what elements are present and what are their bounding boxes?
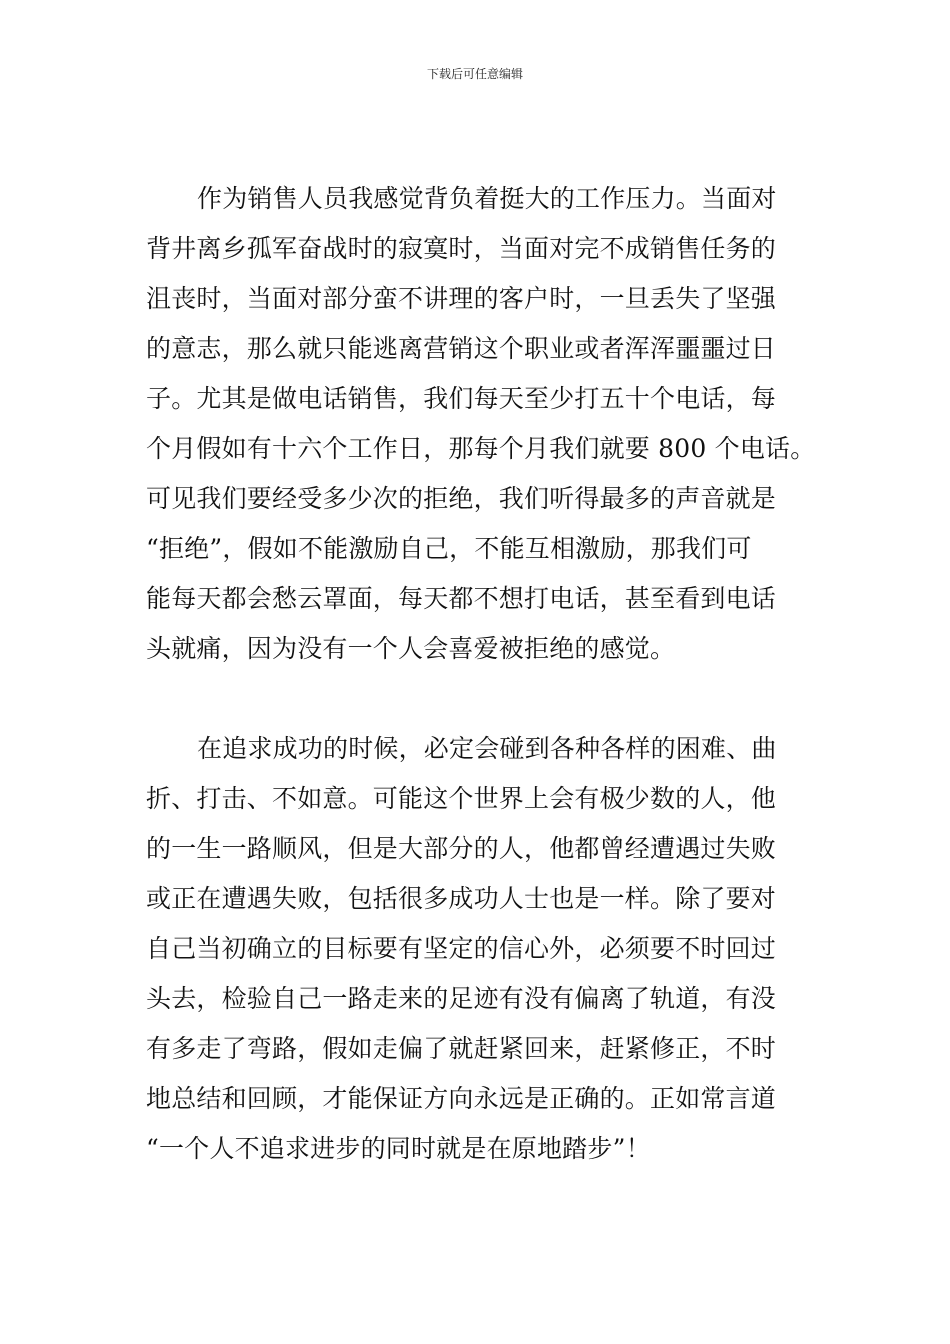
paragraph-line: 可见我们要经受多少次的拒绝，我们听得最多的声音就是 xyxy=(146,484,777,513)
paragraph-line: 头就痛，因为没有一个人会喜爱被拒绝的感觉。 xyxy=(146,634,676,663)
paragraph-line: 头去，检验自己一路走来的足迹有没有偏离了轨道，有没 xyxy=(146,984,777,1013)
paragraph-line: 或正在遭遇失败，包括很多成功人士也是一样。除了要对 xyxy=(146,884,777,913)
paragraph-line: 沮丧时，当面对部分蛮不讲理的客户时，一旦丢失了坚强 xyxy=(146,284,777,313)
paragraph-line: 地总结和回顾，才能保证方向永远是正确的。正如常言道 xyxy=(146,1084,777,1113)
paragraph-line: 自己当初确立的目标要有坚定的信心外，必须要不时回过 xyxy=(146,934,777,963)
paragraph-line: 折、打击、不如意。可能这个世界上会有极少数的人，他 xyxy=(146,784,777,813)
paragraph-line: 能每天都会愁云罩面，每天都不想打电话，甚至看到电话 xyxy=(146,584,777,613)
paragraph-line: 有多走了弯路，假如走偏了就赶紧回来，赶紧修正，不时 xyxy=(146,1034,777,1063)
page-header-note: 下载后可任意编辑 xyxy=(426,67,523,81)
paragraph-line: 背井离乡孤军奋战时的寂寞时，当面对完不成销售任务的 xyxy=(146,234,777,263)
paragraph-line: “一个人不追求进步的同时就是在原地踏步”！ xyxy=(146,1134,651,1163)
paragraph-line: 子。尤其是做电话销售，我们每天至少打五十个电话，每 xyxy=(146,384,777,413)
paragraph-1 xyxy=(146,174,816,674)
paragraph-line: “拒绝”，假如不能激励自己，不能互相激励，那我们可 xyxy=(146,534,752,563)
paragraph-line: 在追求成功的时候，必定会碰到各种各样的困难、曲 xyxy=(197,734,777,763)
paragraph-line: 的一生一路顺风，但是大部分的人，他都曾经遭遇过失败 xyxy=(146,834,777,863)
paragraph-line: 作为销售人员我感觉背负着挺大的工作压力。当面对 xyxy=(197,184,777,213)
paragraph-line: 个月假如有十六个工作日，那每个月我们就要 800 个电话。 xyxy=(146,434,816,463)
paragraph-2 xyxy=(146,724,810,1174)
paragraph-line: 的意志，那么就只能逃离营销这个职业或者浑浑噩噩过日 xyxy=(146,334,777,363)
